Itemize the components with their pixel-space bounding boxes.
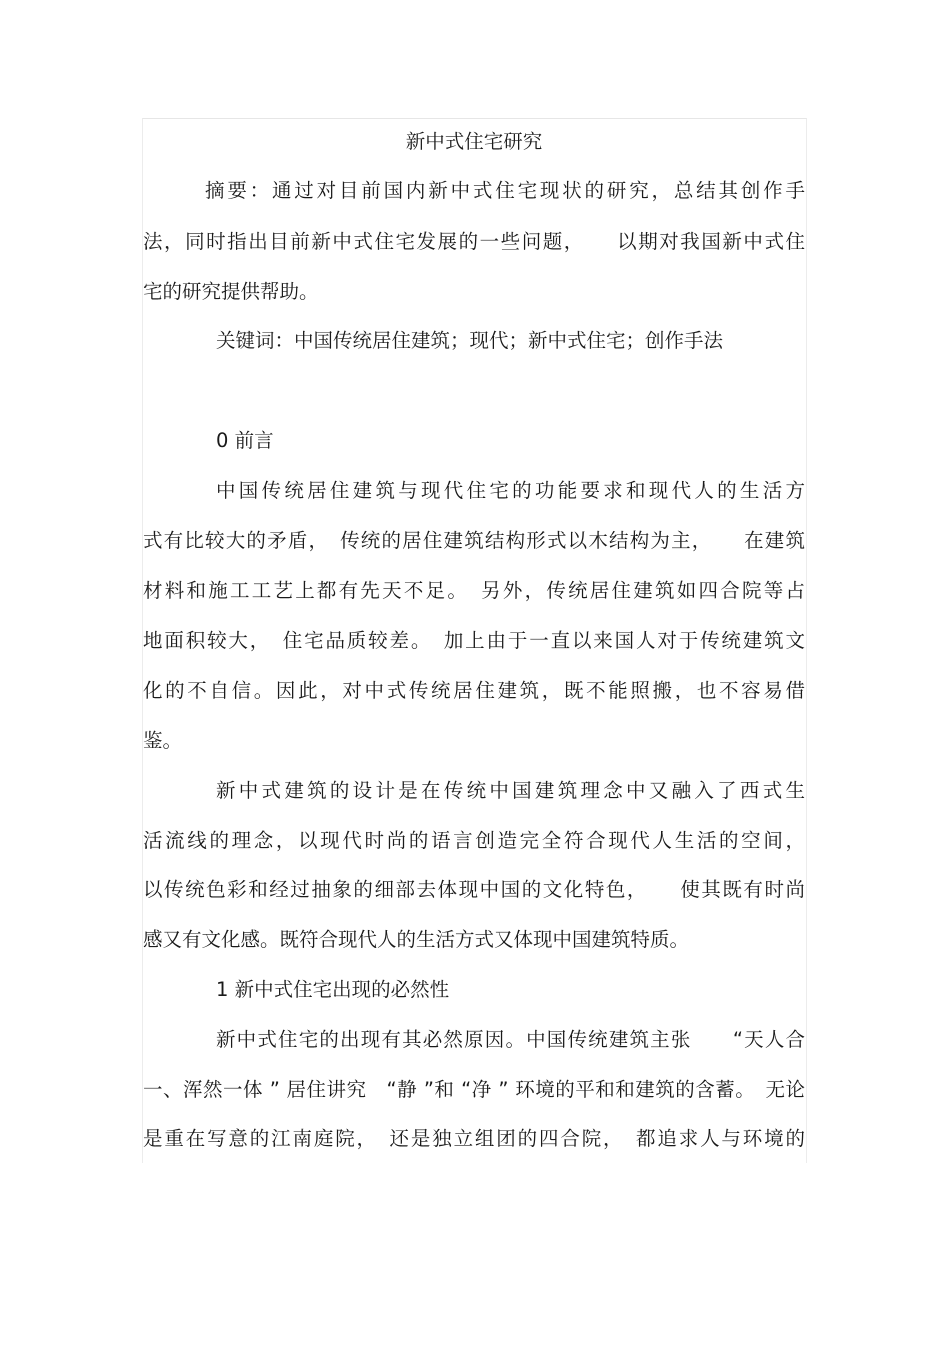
paragraph-1-line-3: 材料和施工工艺上都有先天不足。 另外，传统居住建筑如四合院等占	[143, 579, 805, 602]
paragraph-1-line-2: 式有比较大的矛盾， 传统的居住建筑结构形式以木结构为主， 在建筑	[143, 529, 805, 552]
paragraph-1-line-4: 地面积较大， 住宅品质较差。 加上由于一直以来国人对于传统建筑文	[143, 629, 805, 652]
paragraph-3-line-1: 新中式住宅的出现有其必然原因。中国传统建筑主张 “天人合	[216, 1028, 805, 1051]
paragraph-2-line-4: 感又有文化感。既符合现代人的生活方式又体现中国建筑特质。	[143, 928, 690, 951]
paragraph-2-line-1: 新中式建筑的设计是在传统中国建筑理念中又融入了西式生	[216, 779, 805, 802]
paragraph-2-line-3: 以传统色彩和经过抽象的细部去体现中国的文化特色， 使其既有时尚	[143, 878, 805, 901]
paragraph-1-line-6: 鉴。	[143, 729, 183, 752]
paragraph-2-line-2: 活流线的理念，以现代时尚的语言创造完全符合现代人生活的空间，	[143, 829, 805, 852]
paragraph-3-line-2: 一、浑然一体 ” 居住讲究 “静 ”和 “净 ” 环境的平和和建筑的含蓄。 无论	[143, 1078, 805, 1101]
abstract-line-2: 法，同时指出目前新中式住宅发展的一些问题， 以期对我国新中式住	[143, 230, 805, 253]
paragraph-1-line-1: 中国传统居住建筑与现代住宅的功能要求和现代人的生活方	[216, 479, 805, 502]
paragraph-3-line-3: 是重在写意的江南庭院， 还是独立组团的四合院， 都追求人与环境的	[143, 1127, 805, 1150]
abstract-line-1: 摘要：通过对目前国内新中式住宅现状的研究，总结其创作手	[205, 179, 805, 202]
document-title: 新中式住宅研究	[405, 130, 543, 153]
keywords: 关键词：中国传统居住建筑；现代；新中式住宅；创作手法	[216, 329, 724, 352]
abstract-line-3: 宅的研究提供帮助。	[143, 280, 319, 303]
section-1-heading: 1 新中式住宅出现的必然性	[216, 978, 450, 1001]
section-0-heading: 0 前言	[216, 429, 274, 452]
paragraph-1-line-5: 化的不自信。因此，对中式传统居住建筑，既不能照搬，也不容易借	[143, 679, 805, 702]
